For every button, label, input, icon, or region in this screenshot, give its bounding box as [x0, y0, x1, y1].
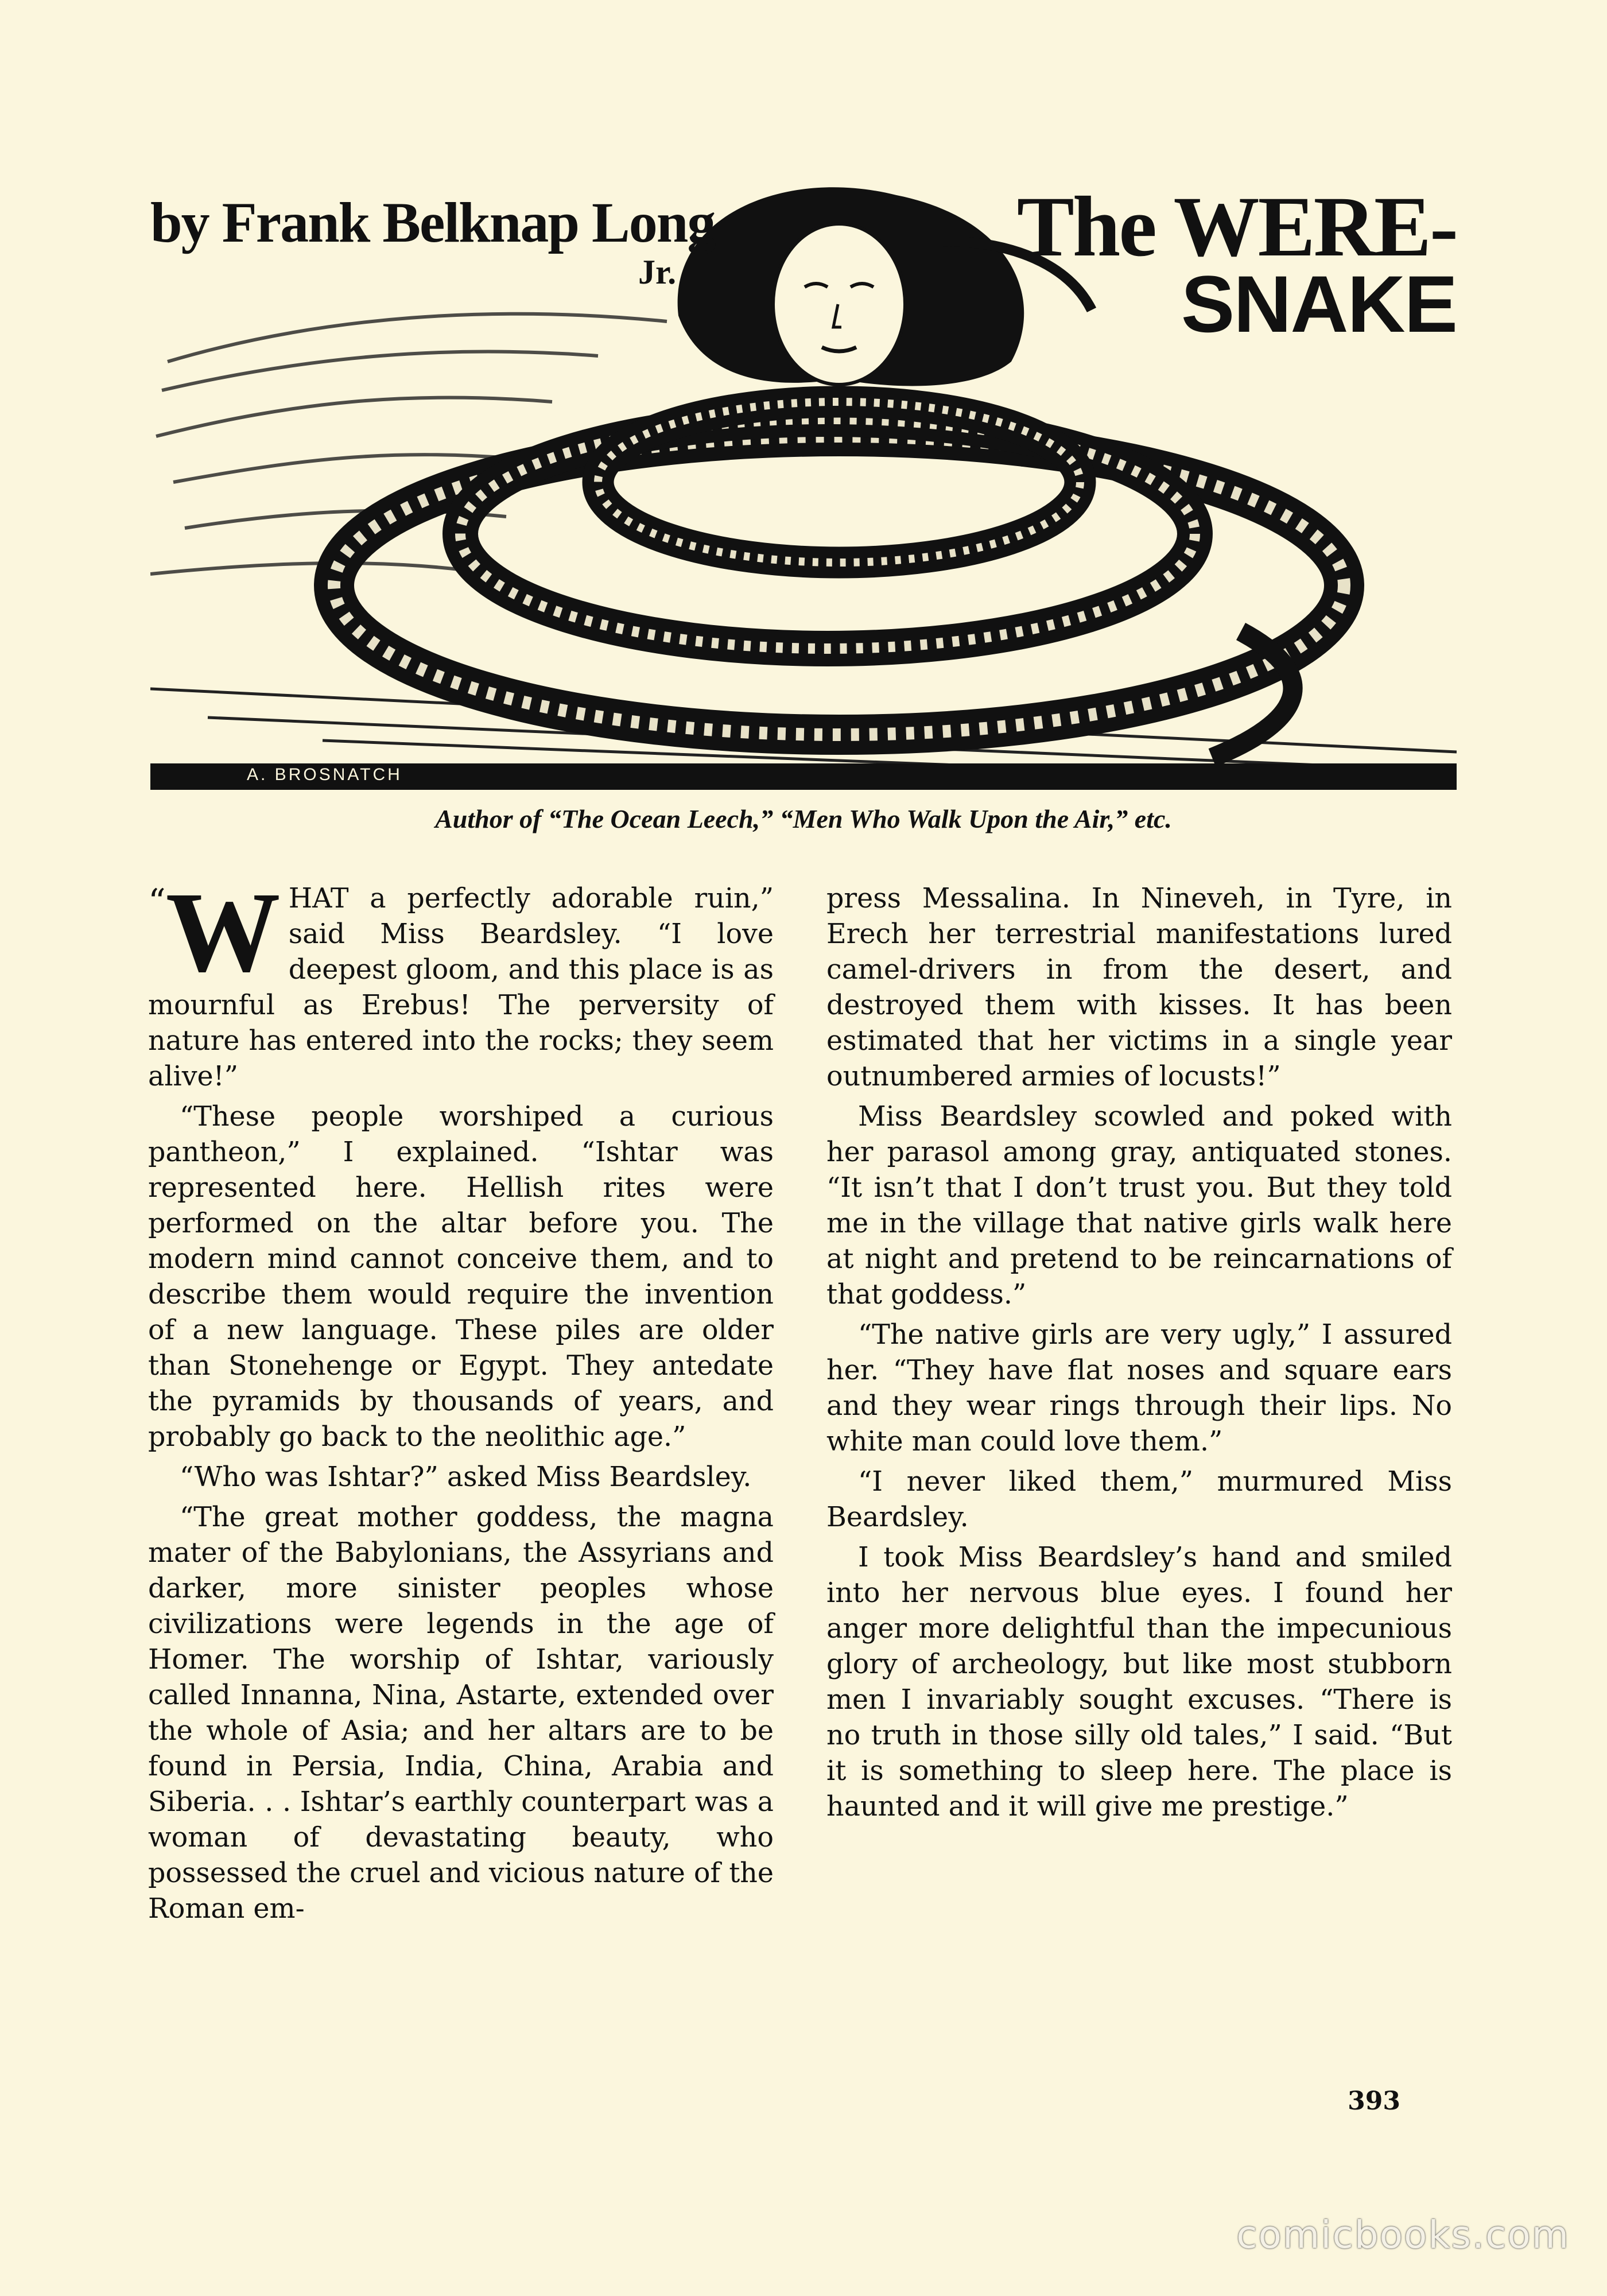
paragraph: “I never liked them,” murmured Miss Beardsley. — [826, 1466, 1452, 1533]
story-title-line-1: The WERE- — [1016, 179, 1457, 274]
page-number: 393 — [1348, 2086, 1400, 2116]
story-header — [150, 172, 1457, 804]
paragraph: “These people worshiped a curious pantheon,” I explained. “Ishtar was represented here. Hellish rites were performed on the altar before you. The modern mind cannot conceive them, and to describe them would require the invention of a new language. These piles are older than Stonehenge or Egypt. They antedate the pyramids by thousands of years, and probably go back to the neolithic age.” — [148, 1101, 774, 1453]
paragraph: “The native girls are very ugly,” I assured her. “They have flat noses and square ears and they wear rings through their lips. No white man could love them.” — [826, 1319, 1452, 1457]
story-title-line-2: SNAKE — [1181, 259, 1457, 349]
artist-signature: A. BROSNATCH — [247, 765, 402, 784]
site-watermark: comicbooks.com — [1236, 2213, 1570, 2257]
author-credits-subtitle: Author of “The Ocean Leech,” “Men Who Walk Upon the Air,” etc. — [435, 804, 1172, 833]
author-suffix: Jr. — [638, 253, 677, 291]
paragraph: Miss Beardsley scowled and poked with her parasol among gray, antiquated stones. “It isn’t that I don’t trust you. But they told me in the village that native girls walk here at night and pretend to be reincarnations of that goddess.” — [826, 1101, 1452, 1310]
drop-quote: “ — [148, 882, 166, 922]
author-byline: by Frank Belknap Long — [150, 191, 715, 254]
drop-cap-letter: W — [165, 869, 281, 996]
paragraph: I took Miss Beardsley’s hand and smiled into her nervous blue eyes. I found her anger more delightful than the impecunious glory of archeology, but like most stubborn men I invariably sought excuses. “There is no truth in those silly old tales,” I said. “But it is something to sleep here. The place is haunted and it will give me prestige.” — [826, 1542, 1452, 1822]
paragraph: press Messalina. In Nineveh, in Tyre, in Erech her terrestrial manifestations lured camel-drivers in from the desert, and destroyed them with kisses. It has been estimated that her victims in a single year outnumbered armies of locusts!” — [826, 883, 1452, 1092]
paragraph: “Who was Ishtar?” asked Miss Beardsley. — [180, 1461, 752, 1493]
paragraph: “The great mother goddess, the magna mater of the Babylonians, the Assyrians and darker, more sinister peoples whose civilizations were legends in the age of Homer. The worship of Ishtar, variously called Innanna, Nina, Astarte, extended over the whole of Asia; and her altars are to be found in Persia, India, China, Arabia and Siberia. . . Ishtar’s earthly counterpart was a woman of devastating beauty, who possessed the cruel and vicious nature of the Roman em- — [148, 1502, 774, 1925]
paragraph-text: HAT a perfectly adorable ruin,” said Miss Beardsley. “I love deepest gloom, and this place is as mournful as Erebus! The perversity of nature has entered into the rocks; they seem alive!” — [148, 883, 774, 1092]
right-text-column — [826, 881, 1452, 1829]
opening-paragraph — [148, 869, 774, 1095]
left-text-column — [148, 869, 774, 1932]
